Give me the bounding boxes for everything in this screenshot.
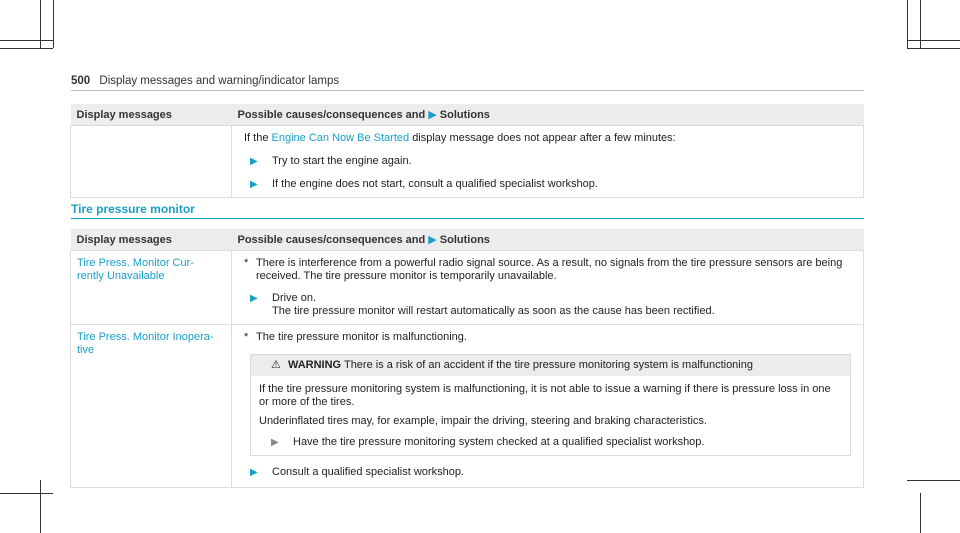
arrow-right-icon: ▶ — [250, 293, 258, 304]
crop-mark — [907, 480, 960, 481]
warning-label: WARNING — [287, 359, 342, 371]
col-causes-solutions: Possible causes/consequences and ▶ Solutions — [232, 104, 864, 126]
col-display-messages: Display messages — [71, 229, 232, 251]
arrow-right-icon: ▶ — [428, 234, 437, 246]
crop-mark — [907, 40, 960, 41]
crop-mark — [0, 493, 53, 494]
crop-mark — [40, 480, 41, 533]
arrow-right-icon: ▶ — [428, 109, 437, 121]
arrow-right-icon: ▶ — [250, 156, 258, 167]
crop-mark — [53, 0, 54, 48]
crop-mark — [920, 493, 921, 533]
arrow-right-icon: ▶ — [250, 179, 258, 190]
display-message: Engine Can Now Be Started — [271, 132, 410, 144]
crop-mark — [0, 40, 53, 41]
display-message: Tire Press. Monitor Cur- — [77, 257, 194, 269]
warning-triangle-icon: ⚠ — [271, 359, 281, 371]
page-header — [71, 75, 339, 87]
tire-pressure-table — [70, 229, 864, 488]
warning-box: ⚠ WARNING There is a risk of an accident if the tire pressure monitoring system is malfunctioning If the tire pressure monitoring system is malfunctioning, it is not able to issue a warning if there is pressure loss in one or more of the tires. Underinflated tires may, for example, impair the driving, steering and braking characteristics. ▶ Have the tire pressure monitoring system checked at a qualified specialist workshop. — [250, 354, 851, 456]
engine-messages-table — [70, 104, 864, 198]
crop-mark — [0, 48, 53, 49]
arrow-right-icon: ▶ — [271, 437, 279, 448]
table-row: Tire Press. Monitor Inopera- tive * The tire pressure monitor is malfunctioning. ⚠ WARNING There is a risk of an accident if the tire pressure monitoring system is malfunctioning If the tire pressure monitoring system is malfunctioning, it is not able to issue a warning if there is pressure loss in one or more of the tires. Underinflated tires may, for example, impair the driving, steering and braking characteristics. ▶ Have the tire pressure monitoring system checked at a qualified specialist workshop. ▶ Consult a qualified specialist workshop. — [71, 325, 864, 488]
page-title: Display messages and warning/indicator lamps — [99, 75, 340, 87]
header-rule — [71, 90, 864, 91]
page-number: 500 — [71, 75, 91, 87]
arrow-right-icon: ▶ — [250, 467, 258, 478]
table-row: Tire Press. Monitor Cur- rently Unavailable * There is interference from a powerful radio signal source. As a result, no signals from the tire pressure sensors are being received. The tire pressure monitor is temporarily unavailable. ▶ Drive on. The tire pressure monitor will restart automatically as soon as the cause has been rectified. — [71, 251, 864, 325]
section-title: Tire pressure monitor — [71, 202, 195, 216]
col-causes-solutions: Possible causes/consequences and ▶ Solutions — [232, 229, 864, 251]
table-row: If the Engine Can Now Be Started display message does not appear after a few minutes: ▶ Try to start the engine again. ▶ If the engine does not start, consult a qualified specialist workshop. — [71, 126, 864, 198]
display-message: Tire Press. Monitor Inopera- — [77, 331, 214, 343]
section-rule — [71, 218, 864, 219]
crop-mark — [907, 48, 960, 49]
col-display-messages: Display messages — [71, 104, 232, 126]
